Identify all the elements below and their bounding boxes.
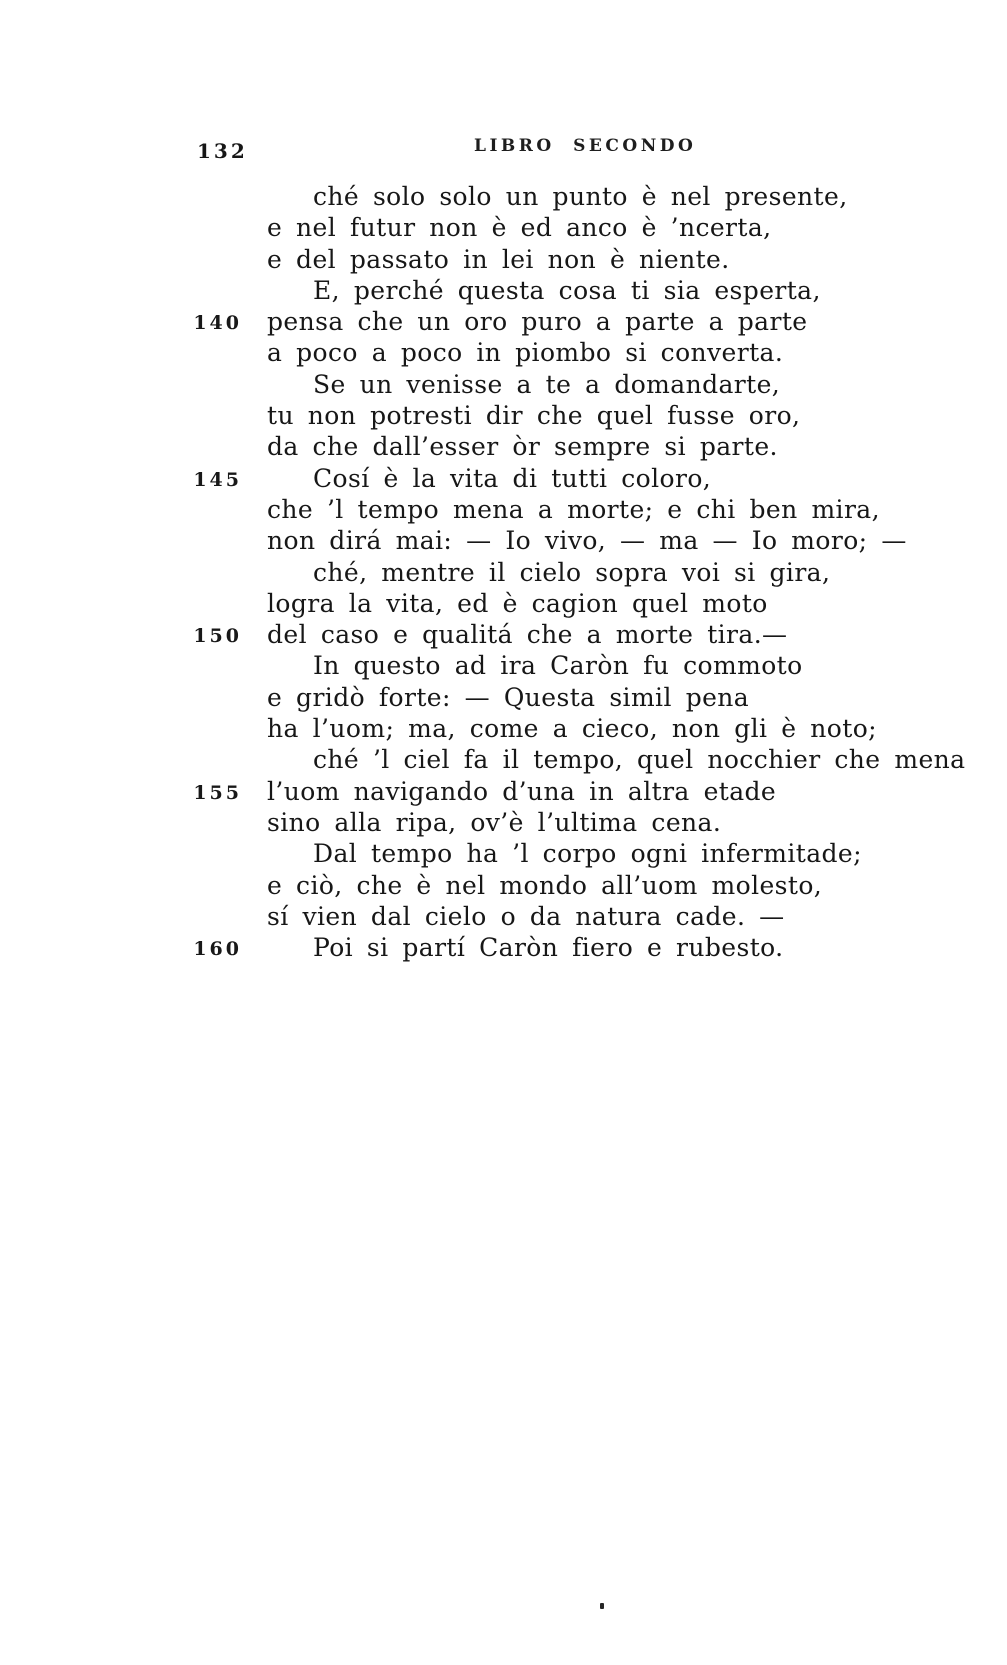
page-number: 132 (197, 139, 248, 163)
line-number: 150 (193, 625, 242, 648)
verse-line (0, 431, 1007, 462)
verse-line (0, 744, 1007, 775)
verse-text: sí vien dal cielo o da natura cade. — (267, 901, 785, 931)
verse-text: ha l’uom; ma, come a cieco, non gli è noto; (267, 714, 877, 744)
verse-line (0, 776, 1007, 807)
verse-line (0, 400, 1007, 431)
verse-text: del caso e qualitá che a morte tira.— (267, 620, 788, 650)
line-number: 140 (193, 312, 242, 335)
verse-line (0, 807, 1007, 838)
verse-line (0, 212, 1007, 243)
verse-line (0, 181, 1007, 212)
verse-line (0, 557, 1007, 588)
verse-line (0, 838, 1007, 869)
verse-line (0, 494, 1007, 525)
verse-text: l’uom navigando d’una in altra etade (267, 776, 777, 806)
verse-text: In questo ad ira Caròn fu commoto (313, 651, 803, 681)
verse-text: e nel futur non è ed anco è ’ncerta, (267, 213, 772, 243)
verse-line (0, 901, 1007, 932)
verse-text: e del passato in lei non è niente. (267, 244, 730, 274)
verse-line (0, 588, 1007, 619)
verse-text: Cosí è la vita di tutti coloro, (313, 463, 712, 493)
verse-line (0, 650, 1007, 681)
verse-text: Dal tempo ha ’l corpo ogni infermitade; (313, 839, 862, 869)
verse-text: tu non potresti dir che quel fusse oro, (267, 401, 801, 431)
line-number: 160 (193, 938, 242, 961)
verse-line (0, 306, 1007, 337)
verse-text: e ciò, che è nel mondo all’uom molesto, (267, 870, 823, 900)
verse-text: pensa che un oro puro a parte a parte (267, 307, 808, 337)
poem-body (0, 181, 1007, 963)
line-number: 155 (193, 781, 242, 804)
verse-text: Se un venisse a te a domandarte, (313, 369, 781, 399)
verse-text: ché, mentre il cielo sopra voi si gira, (313, 557, 831, 587)
verse-line (0, 463, 1007, 494)
verse-line (0, 619, 1007, 650)
verse-text: E, perché questa cosa ti sia esperta, (313, 275, 821, 305)
verse-line (0, 713, 1007, 744)
verse-text: che ’l tempo mena a morte; e chi ben mira, (267, 494, 880, 524)
verse-line (0, 682, 1007, 713)
running-title: LIBRO SECONDO (474, 136, 697, 156)
verse-line (0, 870, 1007, 901)
verse-text: da che dall’esser òr sempre si parte. (267, 432, 778, 462)
ink-speck (600, 1603, 604, 1609)
verse-text: ché ’l ciel fa il tempo, quel nocchier che mena (313, 745, 966, 775)
verse-text: sino alla ripa, ov’è l’ultima cena. (267, 807, 722, 837)
verse-line (0, 275, 1007, 306)
verse-text: a poco a poco in piombo si converta. (267, 338, 784, 368)
verse-line (0, 337, 1007, 368)
verse-line (0, 369, 1007, 400)
verse-line (0, 244, 1007, 275)
verse-text: e gridò forte: — Questa simil pena (267, 682, 750, 712)
line-number: 145 (193, 468, 242, 491)
verse-text: logra la vita, ed è cagion quel moto (267, 588, 768, 618)
verse-line (0, 932, 1007, 963)
verse-text: ché solo solo un punto è nel presente, (313, 182, 848, 211)
verse-text: Poi si partí Caròn fiero e rubesto. (313, 933, 784, 963)
verse-line (0, 525, 1007, 556)
verse-text: non dirá mai: — Io vivo, — ma — Io moro; — (267, 526, 907, 556)
